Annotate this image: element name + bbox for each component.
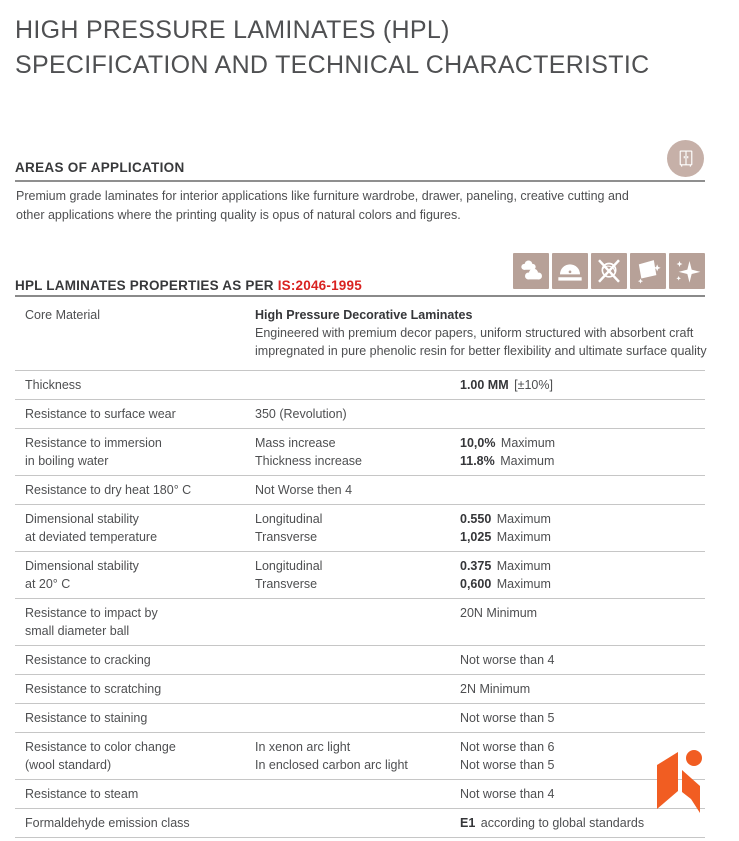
- row-value: Not worse than 6 Not worse than 5: [460, 740, 555, 772]
- row-label: Resistance to scratching: [25, 682, 162, 696]
- row-value: 0.375 Maximum 0,600 Maximum: [460, 559, 551, 591]
- table-row: [15, 370, 705, 399]
- row-label: Resistance to impact by small diameter ball: [25, 606, 158, 638]
- properties-heading: [15, 278, 362, 293]
- row-label: Dimensional stability at deviated temperature: [25, 512, 158, 544]
- wardrobe-icon: [667, 140, 704, 177]
- steam-clouds-icon: [513, 253, 549, 289]
- table-row: [15, 732, 705, 779]
- row-detail: [255, 814, 460, 832]
- properties-heading-text: HPL LAMINATES PROPERTIES AS PER: [15, 278, 278, 293]
- row-value: 2N Minimum: [460, 682, 531, 696]
- row-value: Not worse than 4: [460, 653, 555, 667]
- row-value: Not worse than 4: [460, 787, 555, 801]
- table-row: [15, 297, 705, 370]
- table-row: [15, 674, 705, 703]
- row-value: 20N Minimum: [460, 606, 538, 620]
- row-detail: Longitudinal Transverse: [255, 559, 323, 591]
- brand-k-logo: [653, 747, 711, 821]
- row-label: Resistance to staining: [25, 711, 148, 725]
- areas-body-line-2: other applications where the printing quality is opus of natural colors and figures.: [16, 208, 461, 222]
- page-title: [15, 13, 649, 83]
- row-label: Resistance to immersion in boiling water: [25, 436, 162, 468]
- row-label: Resistance to surface wear: [25, 407, 176, 421]
- pictogram-strip: [513, 253, 705, 289]
- row-detail: [255, 376, 460, 394]
- no-scratch-icon: [591, 253, 627, 289]
- row-value: 0.550 Maximum 1,025 Maximum: [460, 512, 551, 544]
- table-row: [15, 703, 705, 732]
- row-label: Formaldehyde emission class: [25, 816, 190, 830]
- row-label: Core Material: [25, 308, 101, 322]
- row-detail: 350 (Revolution): [255, 407, 347, 421]
- row-value: [460, 481, 705, 499]
- row-detail: In xenon arc light In enclosed carbon arc light: [255, 740, 408, 772]
- table-row: [15, 598, 705, 645]
- row-value: Not worse than 5: [460, 711, 555, 725]
- standard-reference: IS:2046-1995: [277, 278, 362, 293]
- table-row: [15, 779, 705, 808]
- table-row: [15, 808, 705, 837]
- row-detail: [255, 680, 460, 698]
- table-row: [15, 645, 705, 674]
- properties-table: [15, 295, 705, 838]
- table-row: [15, 428, 705, 475]
- table-row: [15, 551, 705, 598]
- row-detail: Mass increase Thickness increase: [255, 436, 362, 468]
- row-value: 1.00 MM [±10%]: [460, 378, 553, 392]
- row-detail: [255, 709, 460, 727]
- row-detail: Longitudinal Transverse: [255, 512, 323, 544]
- row-label: Dimensional stability at 20° C: [25, 559, 139, 591]
- row-detail: [255, 651, 460, 669]
- row-value: [460, 405, 705, 423]
- row-label: Resistance to cracking: [25, 653, 151, 667]
- row-label: Resistance to dry heat 180° C: [25, 483, 192, 497]
- row-detail: [255, 785, 460, 803]
- table-row: [15, 504, 705, 551]
- abrasion-disc-icon: [552, 253, 588, 289]
- row-label: Resistance to color change (wool standard): [25, 740, 176, 772]
- page-title-line-2: SPECIFICATION AND TECHNICAL CHARACTERISTIC: [15, 51, 650, 79]
- easy-clean-icon: [630, 253, 666, 289]
- table-row: [15, 399, 705, 428]
- areas-of-application-heading: AREAS OF APPLICATION: [15, 160, 185, 175]
- row-detail: High Pressure Decorative Laminates Engineered with premium decor papers, uniform structured with absorbent craft impregnated in pure phenolic resin for better flexibility and ultimate surface quality: [255, 308, 707, 358]
- row-value: 10,0% Maximum 11.8% Maximum: [460, 436, 556, 468]
- areas-body-line-1: Premium grade laminates for interior applications like furniture wardrobe, drawer, paneling, creative cutting and: [16, 189, 629, 203]
- sparkle-shine-icon: [669, 253, 705, 289]
- row-value: E1 according to global standards: [460, 816, 645, 830]
- divider: [15, 180, 705, 182]
- row-detail: Not Worse then 4: [255, 483, 353, 497]
- row-label: Resistance to steam: [25, 787, 139, 801]
- table-row: [15, 475, 705, 504]
- page-title-line-1: HIGH PRESSURE LAMINATES (HPL): [15, 16, 450, 44]
- areas-of-application-body: [16, 187, 629, 225]
- row-detail: [255, 604, 460, 640]
- row-label: Thickness: [25, 378, 82, 392]
